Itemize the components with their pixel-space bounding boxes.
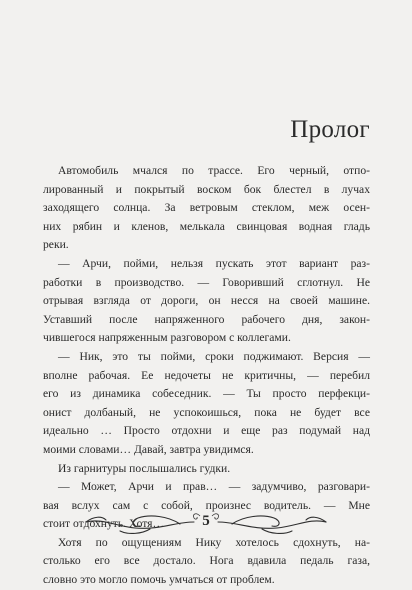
page-number: 5	[202, 513, 210, 529]
text-line: Из гарнитуры послышались гудки.	[58, 461, 231, 475]
text-line: лированный и покрытый воском бок блестел в лучах	[43, 182, 370, 196]
text-line: моими словами… Давай, завтра увидимся.	[43, 442, 254, 456]
text-line: — Может, Арчи и прав… — задумчиво, разговари-	[58, 480, 370, 494]
text-line: вая вслух сам с собой, произнес водитель. — Мне	[43, 498, 370, 512]
text-line: работки в производство. — Говоривший сглотнул. Не	[43, 275, 370, 289]
text-line: чившегося напряженным разговором с коллегами.	[43, 331, 291, 345]
text-line: вполне рабочая. Ее недочеты не критичны, — перебил	[43, 368, 370, 382]
text-line: его из динамика собеседник. — Ты просто перфекци-	[43, 387, 370, 401]
text-line: Уставший после напряженного рабочего дня, закон-	[43, 312, 370, 326]
text-line: столько его все достало. Нога вдавила педаль газа,	[43, 554, 370, 568]
text-line: стоит отдохнуть. Хотя…	[43, 517, 165, 531]
text-line: Хотя по ощущениям Нику хотелось сдохнуть, на-	[58, 535, 370, 549]
text-line: отрывая взгляда от дороги, он несся на своей машине.	[43, 294, 370, 308]
chapter-title: Пролог	[290, 116, 370, 143]
page-footer	[0, 504, 412, 544]
text-line: словно это могло помочь умчаться от проблем.	[43, 573, 275, 587]
text-line: Автомобиль мчался по трассе. Его черный, отпо-	[58, 164, 370, 177]
text-line: заходящего солнца. За ветровым стеклом, меж осен-	[43, 201, 370, 215]
text-line: онист долбаный, не успокоишься, пока не будет все	[43, 405, 370, 419]
text-line: — Арчи, пойми, нельзя пускать этот вариант раз-	[58, 256, 370, 270]
text-line: идеально … Просто отдохни и еще раз подумай над	[43, 424, 370, 438]
text-line: — Ник, это ты пойми, сроки поджимают. Версия —	[58, 349, 370, 363]
text-line: реки.	[43, 238, 69, 252]
text-line: них рябин и кленов, мелькала свинцовая водная гладь	[43, 219, 370, 233]
